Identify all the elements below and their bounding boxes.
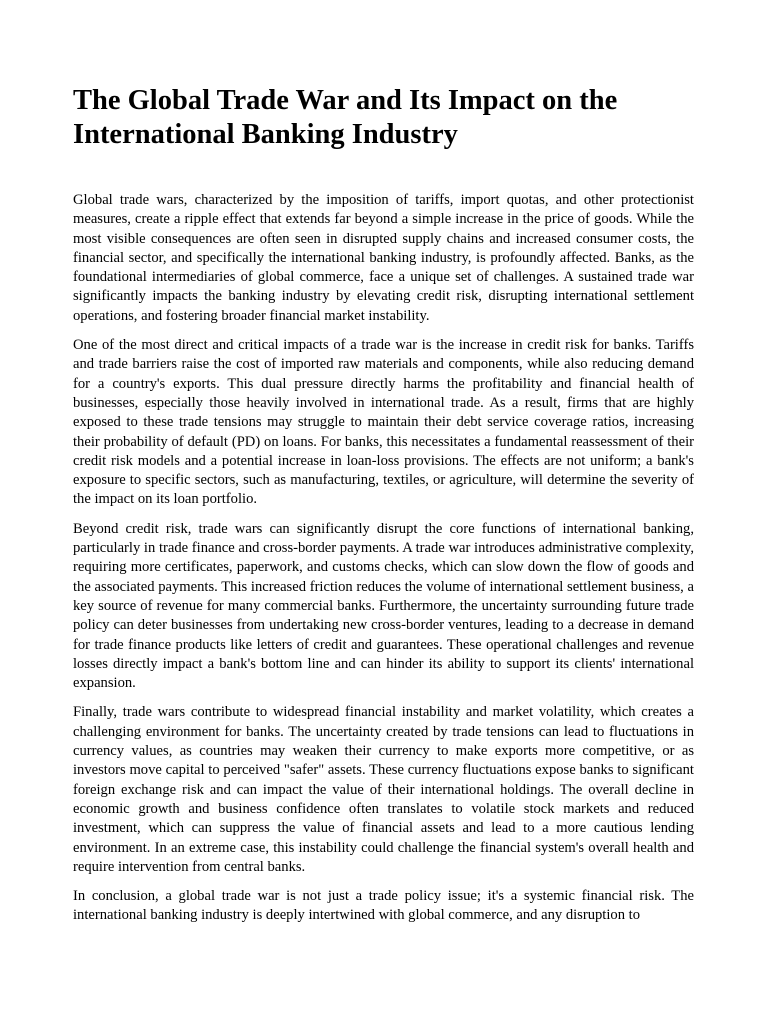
paragraph-conclusion: In conclusion, a global trade war is not just a trade policy issue; it's a systemic financial risk. The international banking industry is deeply intertwined with global commerce, and any disruption to <box>73 888 694 924</box>
paragraph-instability: Finally, trade wars contribute to widespread financial instability and market volatility, which creates a challenging environment for banks. The uncertainty created by trade tensions can lead to fluctuations in currency values, as countries may weaken their currency to make exports more competitive, or as investors move capital to perceived "safer" assets. These currency fluctuations expose banks to significant foreign exchange risk and can impact the value of their international holdings. The overall decline in economic growth and business confidence often translates to volatile stock markets and reduced investment, which can suppress the value of financial assets and lead to a more cautious lending environment. In an extreme case, this instability could challenge the financial system's overall health and require intervention from central banks. <box>73 704 694 875</box>
paragraph-credit-risk: One of the most direct and critical impacts of a trade war is the increase in credit risk for banks. Tariffs and trade barriers raise the cost of imported raw materials and components, while also reducing demand for a country's exports. This dual pressure directly harms the profitability and financial health of businesses, especially those heavily involved in international trade. As a result, firms that are highly exposed to these trade tensions may struggle to maintain their debt service coverage ratios, increasing their probability of default (PD) on loans. For banks, this necessitates a fundamental reassessment of their credit risk models and a potential increase in loan-loss provisions. The effects are not uniform; a bank's exposure to specific sectors, such as manufacturing, textiles, or agriculture, will determine the severity of the impact on its loan portfolio. <box>73 337 694 508</box>
paragraph-intro: Global trade wars, characterized by the imposition of tariffs, import quotas, and other protectionist measures, create a ripple effect that extends far beyond a simple increase in the price of goods. While the most visible consequences are often seen in disrupted supply chains and increased consumer costs, the financial sector, and specifically the international banking industry, is profoundly affected. Banks, as the foundational intermediaries of global commerce, face a unique set of challenges. A sustained trade war significantly impacts the banking industry by elevating credit risk, disrupting international settlement operations, and fostering broader financial market instability. <box>73 192 694 324</box>
paragraph-settlement: Beyond credit risk, trade wars can significantly disrupt the core functions of international banking, particularly in trade finance and cross-border payments. A trade war introduces administrative complexity, requiring more certificates, paperwork, and customs checks, which can slow down the flow of goods and the associated payments. This increased friction reduces the volume of international settlement business, a key source of revenue for many commercial banks. Furthermore, the uncertainty surrounding future trade policy can deter businesses from undertaking new cross-border ventures, leading to a decrease in demand for trade finance products like letters of credit and guarantees. These operational challenges and revenue losses directly impact a bank's bottom line and can hinder its ability to support its clients' international expansion. <box>73 520 694 692</box>
document-page <box>73 84 694 936</box>
document-title: The Global Trade War and Its Impact on the International Banking Industry <box>73 85 618 150</box>
